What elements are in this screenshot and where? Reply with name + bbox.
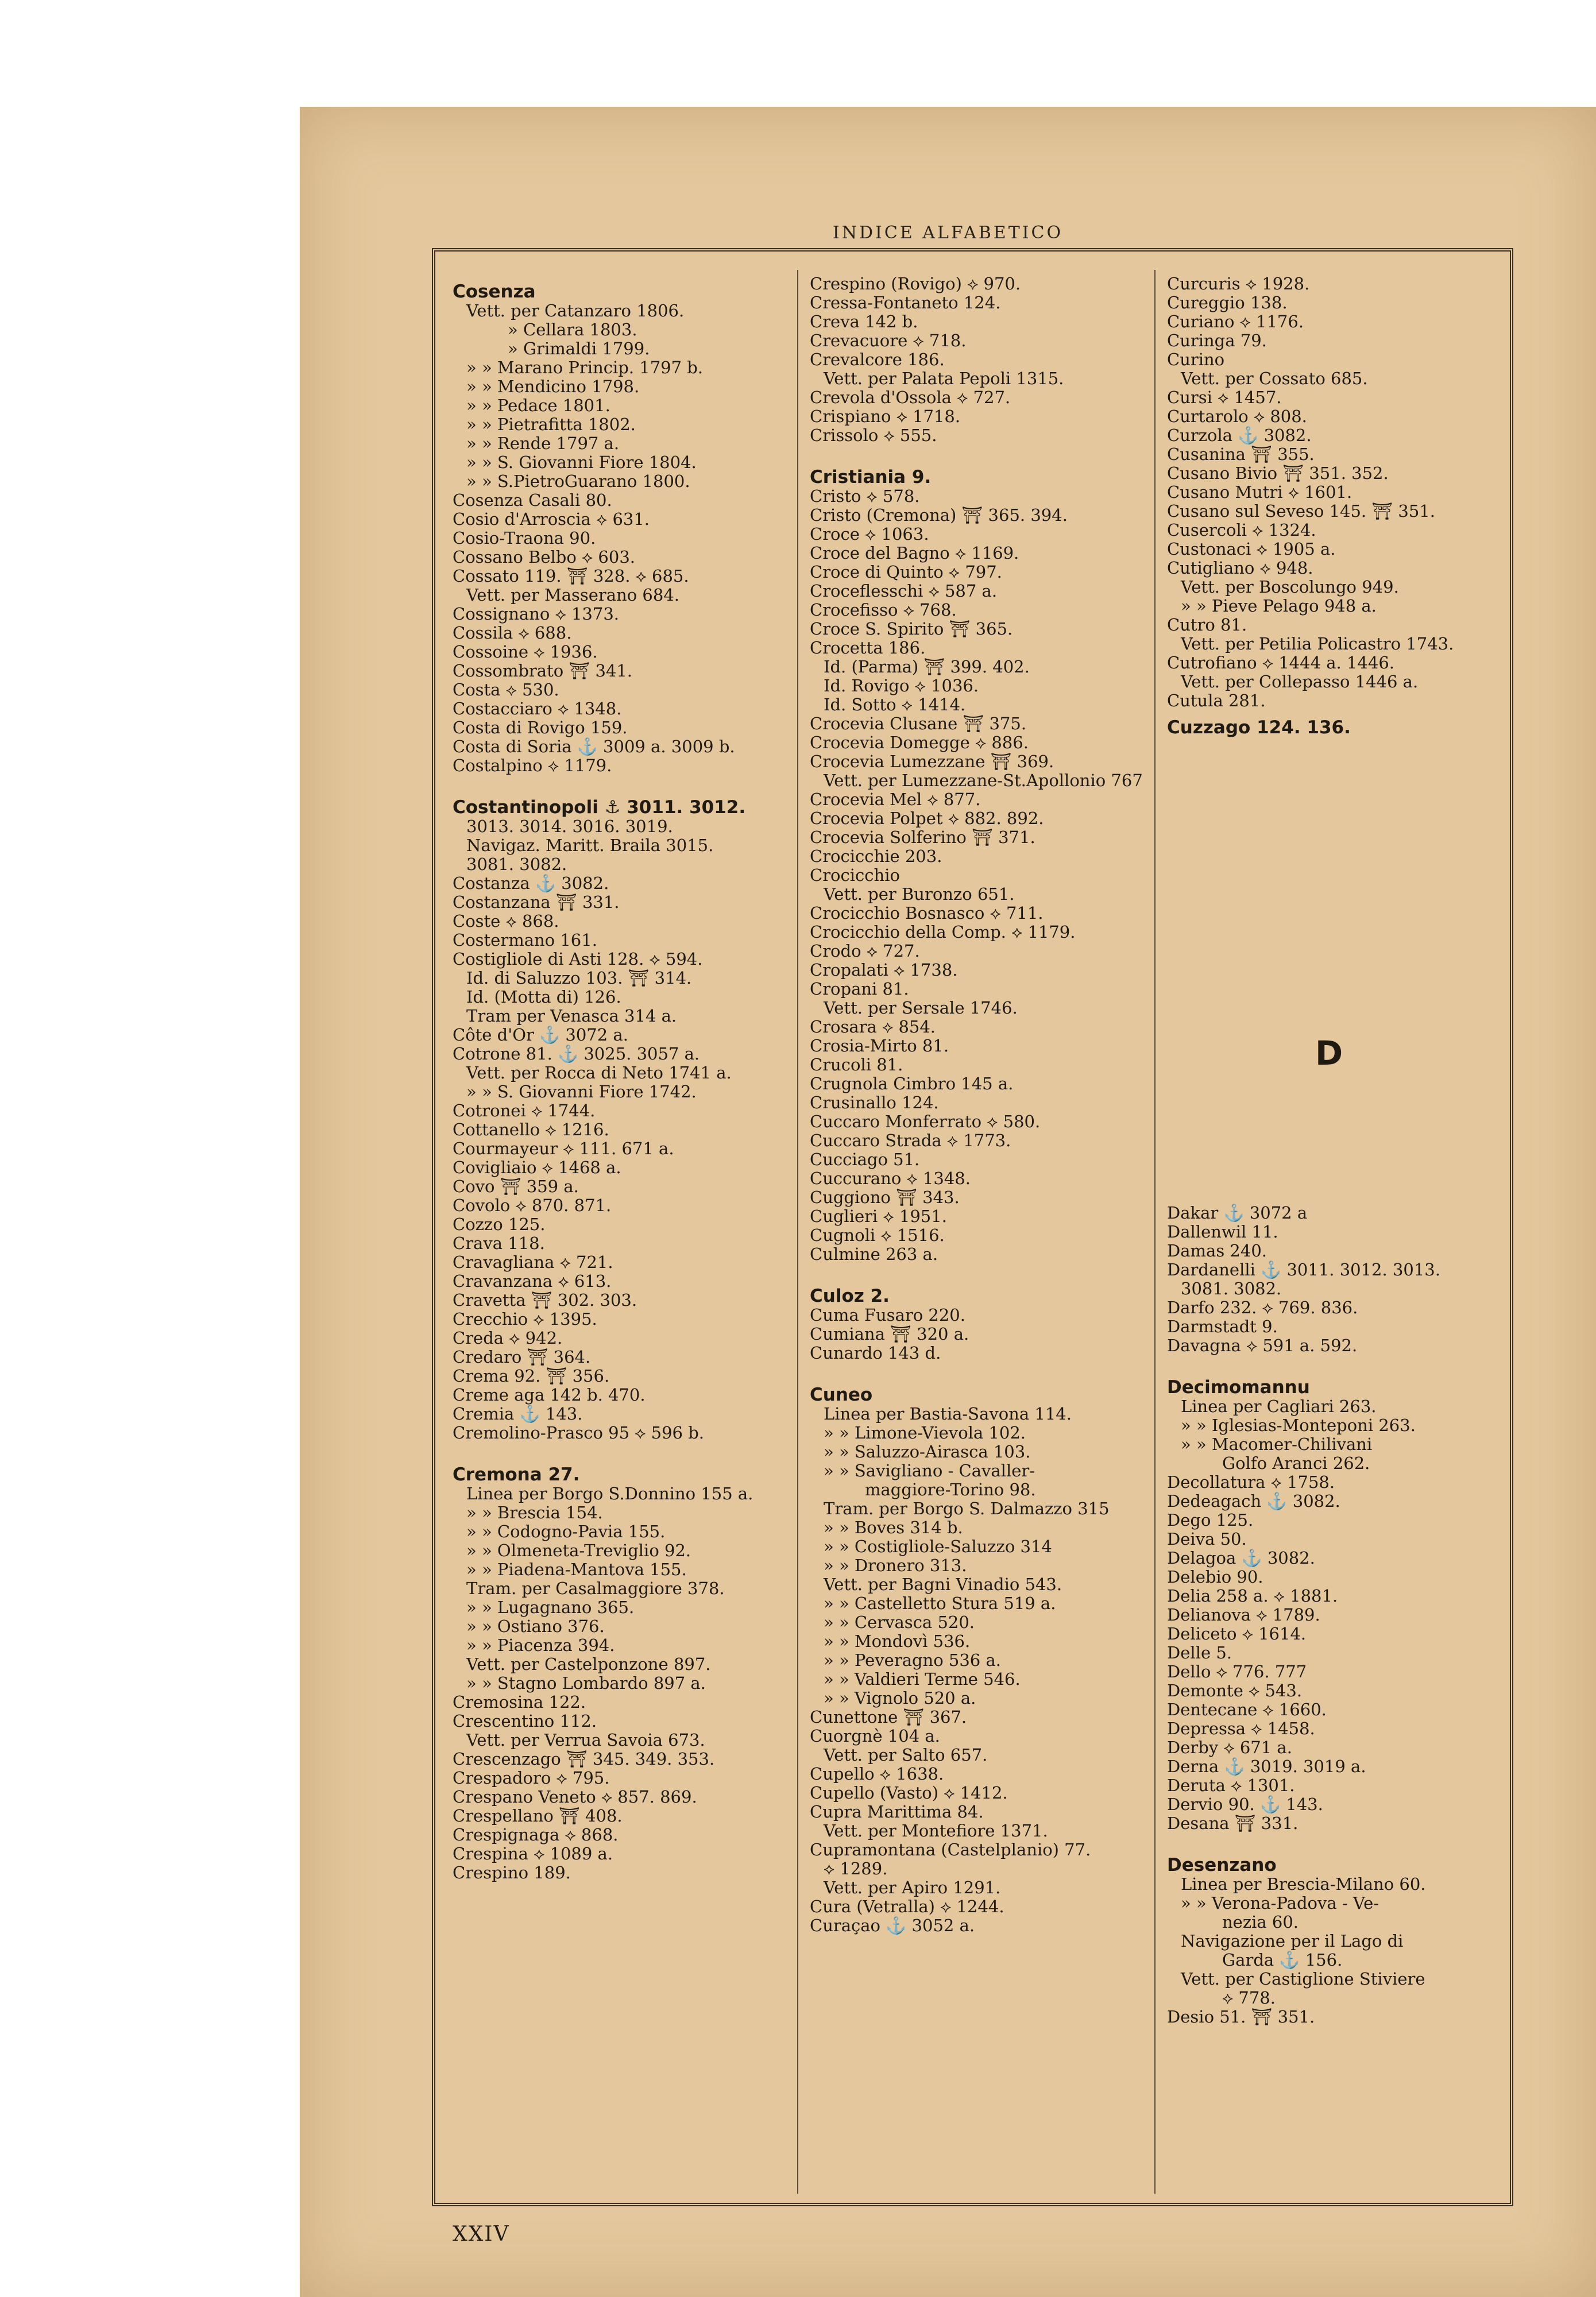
index-entry: Crespellano ⛩ 408. (453, 1806, 623, 1826)
index-entry: Darmstadt 9. (1167, 1317, 1278, 1336)
index-entry: Croceflesschi ⟡ 587 a. (810, 581, 998, 601)
index-entry: Culmine 263 a. (810, 1244, 938, 1264)
index-entry: Cupramontana (Castelplanio) 77. (810, 1840, 1091, 1859)
index-entry: » » Verona-Padova - Ve- (1181, 1893, 1379, 1913)
index-entry: Id. Rovigo ⟡ 1036. (824, 676, 979, 695)
index-entry: Crocevia Mel ⟡ 877. (810, 790, 981, 809)
index-entry: Cucciago 51. (810, 1150, 920, 1169)
index-heading: Cosenza (453, 281, 536, 302)
index-entry: Cristo (Cremona) ⛩ 365. 394. (810, 505, 1068, 525)
index-entry: » » Stagno Lombardo 897 a. (466, 1673, 706, 1693)
running-head: INDICE ALFABETICO (832, 223, 1064, 243)
index-entry: Cravetta ⛩ 302. 303. (453, 1290, 637, 1310)
index-entry: Cumiana ⛩ 320 a. (810, 1324, 969, 1344)
index-entry: Vett. per Petilia Policastro 1743. (1181, 634, 1454, 653)
index-entry: » » Olmeneta-Treviglio 92. (466, 1541, 691, 1560)
index-entry: Cottanello ⟡ 1216. (453, 1120, 609, 1139)
index-entry: Navigaz. Maritt. Braila 3015. (466, 836, 714, 855)
index-entry: » » Dronero 313. (824, 1556, 967, 1575)
index-entry: maggiore-Torino 98. (865, 1480, 1036, 1499)
index-entry: Delle 5. (1167, 1643, 1232, 1662)
index-entry: Vett. per Palata Pepoli 1315. (824, 369, 1064, 388)
index-entry: Cursi ⟡ 1457. (1167, 388, 1282, 407)
spacer (453, 775, 797, 790)
index-entry: » » Brescia 154. (466, 1503, 603, 1522)
index-entry: Dervio 90. ⚓ 143. (1167, 1795, 1323, 1814)
index-entry: Curino (1167, 350, 1225, 369)
index-entry: Vett. per Montefiore 1371. (824, 1821, 1048, 1840)
index-entry: Crescenzago ⛩ 345. 349. 353. (453, 1749, 715, 1769)
index-entry: Cotrone 81. ⚓ 3025. 3057 a. (453, 1044, 700, 1064)
index-entry: Creda ⟡ 942. (453, 1328, 563, 1348)
index-entry: Tram per Venasca 314 a. (466, 1006, 677, 1026)
index-entry: Linea per Borgo S.Donnino 155 a. (466, 1484, 753, 1503)
index-entry: Cremosina 122. (453, 1692, 586, 1712)
index-entry: Id. (Parma) ⛩ 399. 402. (824, 657, 1030, 676)
index-entry: » » Ostiano 376. (466, 1617, 605, 1636)
index-heading: Desenzano (1167, 1855, 1277, 1876)
index-entry: Curiano ⟡ 1176. (1167, 312, 1304, 331)
index-entry: Crosara ⟡ 854. (810, 1017, 936, 1037)
index-entry: Delianova ⟡ 1789. (1167, 1605, 1320, 1625)
index-heading: Costantinopoli ⚓ 3011. 3012. (453, 797, 746, 818)
index-entry: Curcuris ⟡ 1928. (1167, 274, 1310, 293)
index-entry: Cremia ⚓ 143. (453, 1404, 583, 1424)
index-entry: Covolo ⟡ 870. 871. (453, 1196, 612, 1215)
index-entry: Cossignano ⟡ 1373. (453, 604, 619, 624)
index-entry: » » Mondovì 536. (824, 1631, 971, 1651)
index-entry: Crocevia Polpet ⟡ 882. 892. (810, 809, 1044, 828)
index-entry: Id. Sotto ⟡ 1414. (824, 695, 966, 714)
index-entry: Dedeagach ⚓ 3082. (1167, 1491, 1340, 1511)
index-entry: Desio 51. ⛩ 351. (1167, 2007, 1315, 2027)
index-entry: Curinga 79. (1167, 331, 1267, 350)
index-entry: Curtarolo ⟡ 808. (1167, 407, 1307, 426)
index-entry: Cremolino-Prasco 95 ⟡ 596 b. (453, 1423, 704, 1443)
index-entry: Deiva 50. (1167, 1529, 1247, 1549)
index-entry: » » Limone-Vievola 102. (824, 1423, 1026, 1443)
index-entry: Crucoli 81. (810, 1055, 903, 1074)
index-entry: Costa di Soria ⚓ 3009 a. 3009 b. (453, 737, 735, 756)
index-entry: Crissolo ⟡ 555. (810, 426, 937, 445)
index-entry: Cusano Bivio ⛩ 351. 352. (1167, 463, 1389, 483)
index-entry: Cravagliana ⟡ 721. (453, 1252, 613, 1272)
index-entry: Cotronei ⟡ 1744. (453, 1101, 596, 1120)
index-entry: Cuglieri ⟡ 1951. (810, 1206, 947, 1226)
index-entry: » » Piadena-Mantova 155. (466, 1560, 687, 1579)
index-entry: Cupello (Vasto) ⟡ 1412. (810, 1783, 1008, 1803)
index-entry: Crosia-Mirto 81. (810, 1036, 949, 1055)
index-entry: Crevola d'Ossola ⟡ 727. (810, 388, 1011, 407)
index-entry: Vett. per Verrua Savoia 673. (466, 1730, 705, 1750)
index-entry: Cutigliano ⟡ 948. (1167, 558, 1313, 578)
index-entry: Coste ⟡ 868. (453, 911, 559, 931)
index-entry: Covo ⛩ 359 a. (453, 1177, 579, 1196)
index-heading: Decimomannu (1167, 1377, 1310, 1398)
index-entry: Crescentino 112. (453, 1711, 597, 1731)
index-entry: Depressa ⟡ 1458. (1167, 1719, 1315, 1738)
index-entry: » » Valdieri Terme 546. (824, 1669, 1021, 1689)
index-entry: » » Boves 314 b. (824, 1518, 963, 1537)
index-entry: Cugnoli ⟡ 1516. (810, 1225, 945, 1245)
index-entry: » » S. Giovanni Fiore 1804. (466, 453, 697, 472)
index-entry: Crocicchie 203. (810, 846, 942, 866)
index-entry: Navigazione per il Lago di (1181, 1931, 1404, 1951)
index-entry: Crusinallo 124. (810, 1093, 939, 1112)
index-entry: Cosio-Traona 90. (453, 528, 596, 548)
index-entry: Derna ⚓ 3019. 3019 a. (1167, 1757, 1366, 1776)
index-entry: Vett. per Boscolungo 949. (1181, 577, 1399, 597)
index-column-2 (810, 274, 1154, 1935)
spacer (1167, 1355, 1512, 1370)
index-entry: Cossato 119. ⛩ 328. ⟡ 685. (453, 566, 689, 586)
index-entry: Dardanelli ⚓ 3011. 3012. 3013. (1167, 1260, 1440, 1279)
index-entry: Cura (Vetralla) ⟡ 1244. (810, 1897, 1004, 1916)
index-entry: Crema 92. ⛩ 356. (453, 1366, 610, 1386)
index-entry: Costermano 161. (453, 930, 597, 950)
index-entry: » » Codogno-Pavia 155. (466, 1522, 666, 1541)
index-entry: Crocicchio Bosnasco ⟡ 711. (810, 903, 1044, 923)
index-entry: ⟡ 778. (1222, 1988, 1276, 2008)
index-entry: Deliceto ⟡ 1614. (1167, 1624, 1307, 1644)
index-entry: Cuorgnè 104 a. (810, 1726, 940, 1746)
index-entry: » » Pieve Pelago 948 a. (1181, 596, 1377, 616)
index-entry: Cossoine ⟡ 1936. (453, 642, 598, 662)
index-entry: Crispiano ⟡ 1718. (810, 407, 961, 426)
index-entry: Desana ⛩ 331. (1167, 1813, 1299, 1833)
index-entry: nezia 60. (1222, 1912, 1299, 1932)
index-entry: » » Piacenza 394. (466, 1635, 615, 1655)
index-entry: Covigliaio ⟡ 1468 a. (453, 1158, 621, 1177)
index-column-3-bottom (1167, 1204, 1512, 2027)
index-entry: Crespignaga ⟡ 868. (453, 1825, 619, 1844)
index-entry: Crocevia Clusane ⛩ 375. (810, 714, 1027, 733)
index-entry: Id. (Motta di) 126. (466, 987, 621, 1007)
index-entry: » » Pedace 1801. (466, 396, 610, 415)
index-entry: » » Mendicino 1798. (466, 377, 640, 396)
column-divider (1154, 270, 1156, 2194)
index-entry: 3013. 3014. 3016. 3019. (466, 817, 673, 836)
index-entry: Cunardo 143 d. (810, 1343, 941, 1363)
index-entry: Crespano Veneto ⟡ 857. 869. (453, 1787, 697, 1807)
index-entry: Crocetta 186. (810, 638, 926, 658)
spacer (453, 1443, 797, 1457)
index-entry: Dello ⟡ 776. 777 (1167, 1662, 1307, 1681)
index-entry: Cropalati ⟡ 1738. (810, 960, 958, 980)
spacer (810, 1264, 1154, 1279)
index-entry: Costigliole di Asti 128. ⟡ 594. (453, 949, 703, 969)
index-entry: Garda ⚓ 156. (1222, 1950, 1343, 1970)
page-number: XXIV (453, 2222, 510, 2246)
index-entry: Côte d'Or ⚓ 3072 a. (453, 1025, 628, 1045)
index-entry: Crocevia Lumezzane ⛩ 369. (810, 752, 1054, 771)
index-entry: Linea per Bastia-Savona 114. (824, 1404, 1072, 1424)
index-entry: Linea per Brescia-Milano 60. (1181, 1874, 1426, 1894)
index-entry: Tram. per Borgo S. Dalmazzo 315 (824, 1499, 1110, 1518)
index-entry: Davagna ⟡ 591 a. 592. (1167, 1336, 1358, 1355)
index-entry: Delagoa ⚓ 3082. (1167, 1548, 1315, 1568)
index-entry: » » Lugagnano 365. (466, 1598, 635, 1617)
index-entry: Crespadoro ⟡ 795. (453, 1768, 610, 1788)
index-entry: Darfo 232. ⟡ 769. 836. (1167, 1298, 1358, 1317)
index-entry: Cossila ⟡ 688. (453, 623, 572, 643)
index-entry: » » Savigliano - Cavaller- (824, 1461, 1035, 1480)
index-entry: Cupello ⟡ 1638. (810, 1764, 944, 1784)
index-entry: Demonte ⟡ 543. (1167, 1681, 1303, 1700)
index-entry: Vett. per Collepasso 1446 a. (1181, 672, 1419, 691)
index-entry: Cressa-Fontaneto 124. (810, 293, 1001, 312)
index-entry: Golfo Aranci 262. (1222, 1453, 1370, 1473)
index-column-3-top (1167, 274, 1512, 737)
index-entry: Dallenwil 11. (1167, 1222, 1278, 1242)
index-entry: Cravanzana ⟡ 613. (453, 1271, 612, 1291)
index-entry: Cutro 81. (1167, 615, 1247, 635)
index-entry: » » Rende 1797 a. (466, 434, 620, 453)
index-entry: Derby ⟡ 671 a. (1167, 1738, 1292, 1757)
index-entry: Dakar ⚓ 3072 a (1167, 1203, 1308, 1223)
index-entry: Vett. per Salto 657. (824, 1745, 988, 1765)
index-entry: Cupra Marittima 84. (810, 1802, 984, 1822)
index-entry: Delebio 90. (1167, 1567, 1263, 1587)
index-entry: Vett. per Rocca di Neto 1741 a. (466, 1063, 732, 1082)
index-entry: Crocevia Domegge ⟡ 886. (810, 733, 1029, 752)
index-entry: Custonaci ⟡ 1905 a. (1167, 539, 1336, 559)
index-entry: » » Vignolo 520 a. (824, 1688, 976, 1708)
index-entry: Vett. per Castiglione Stiviere (1181, 1969, 1425, 1989)
index-entry: Costa ⟡ 530. (453, 680, 559, 699)
index-entry: Croce S. Spirito ⛩ 365. (810, 619, 1013, 639)
index-heading: Cristiania 9. (810, 467, 932, 488)
index-entry: Vett. per Sersale 1746. (824, 998, 1018, 1018)
index-entry: » Cellara 1803. (508, 320, 637, 339)
index-heading: Cremona 27. (453, 1464, 580, 1485)
index-entry: Crespino (Rovigo) ⟡ 970. (810, 274, 1021, 293)
index-entry: ⟡ 1289. (824, 1859, 888, 1878)
index-entry: Cosenza Casali 80. (453, 490, 612, 510)
index-entry: Credaro ⛩ 364. (453, 1347, 591, 1367)
index-heading: Culoz 2. (810, 1286, 890, 1306)
index-entry: » » Macomer-Chilivani (1181, 1434, 1373, 1454)
index-entry: Cozzo 125. (453, 1215, 546, 1234)
index-entry: Cusercoli ⟡ 1324. (1167, 520, 1316, 540)
index-entry: Croce di Quinto ⟡ 797. (810, 562, 1002, 582)
index-entry: Creva 142 b. (810, 312, 918, 331)
index-entry: Cureggio 138. (1167, 293, 1288, 312)
index-entry: » » Marano Princip. 1797 b. (466, 358, 704, 377)
index-entry: Cuma Fusaro 220. (810, 1305, 965, 1325)
index-entry: Cuggiono ⛩ 343. (810, 1188, 960, 1207)
index-entry: Id. di Saluzzo 103. ⛩ 314. (466, 968, 692, 988)
index-entry: » » Iglesias-Monteponi 263. (1181, 1416, 1416, 1435)
index-entry: Dentecane ⟡ 1660. (1167, 1700, 1327, 1719)
index-entry: Cossano Belbo ⟡ 603. (453, 547, 636, 567)
index-entry: Crocefisso ⟡ 768. (810, 600, 957, 620)
index-entry: 3081. 3082. (1181, 1279, 1282, 1298)
index-entry: Curaçao ⚓ 3052 a. (810, 1916, 975, 1935)
index-entry: Cuccaro Strada ⟡ 1773. (810, 1131, 1011, 1150)
index-entry: Costanzana ⛩ 331. (453, 892, 620, 912)
index-entry: Tram. per Casalmaggiore 378. (466, 1579, 725, 1598)
index-entry: Costalpino ⟡ 1179. (453, 756, 612, 775)
index-entry: Cutrofiano ⟡ 1444 a. 1446. (1167, 653, 1394, 672)
index-entry: Crava 118. (453, 1233, 545, 1253)
index-entry: Dego 125. (1167, 1510, 1254, 1530)
index-entry: Crocevia Solferino ⛩ 371. (810, 827, 1035, 847)
index-heading: Cuneo (810, 1385, 873, 1405)
index-entry: Decollatura ⟡ 1758. (1167, 1472, 1335, 1492)
index-entry: Vett. per Apiro 1291. (824, 1878, 1001, 1897)
index-entry: Cropani 81. (810, 979, 909, 999)
index-heading: Cuzzago 124. 136. (1167, 717, 1351, 738)
index-entry: Vett. per Lumezzane-St.Apollonio 767 (824, 771, 1143, 790)
index-entry: Cristo ⟡ 578. (810, 486, 920, 506)
index-entry: » » S.PietroGuarano 1800. (466, 471, 690, 491)
index-entry: » » Castelletto Stura 519 a. (824, 1594, 1056, 1613)
index-entry: Vett. per Masserano 684. (466, 585, 679, 605)
index-entry: » » Pietrafitta 1802. (466, 415, 636, 434)
index-entry: Cossombrato ⛩ 341. (453, 661, 633, 680)
index-entry: Vett. per Buronzo 651. (824, 884, 1015, 904)
index-entry: Crevalcore 186. (810, 350, 945, 369)
index-entry: » » Costigliole-Saluzzo 314 (824, 1537, 1052, 1556)
index-entry: Cutula 281. (1167, 691, 1266, 710)
index-entry: Damas 240. (1167, 1241, 1267, 1260)
index-entry: Crespino 189. (453, 1863, 571, 1882)
section-letter: D (1315, 1034, 1343, 1073)
index-entry: Cuccaro Monferrato ⟡ 580. (810, 1112, 1041, 1131)
index-entry: Creme aga 142 b. 470. (453, 1385, 646, 1405)
index-entry: Crocicchio (810, 865, 900, 885)
index-entry: Croce del Bagno ⟡ 1169. (810, 543, 1019, 563)
index-column-1 (453, 274, 797, 1882)
index-entry: » Grimaldi 1799. (508, 339, 650, 358)
index-entry: Crevacuore ⟡ 718. (810, 331, 967, 350)
index-entry: Vett. per Bagni Vinadio 543. (824, 1575, 1062, 1594)
index-entry: Vett. per Castelponzone 897. (466, 1654, 711, 1674)
index-entry: Delia 258 a. ⟡ 1881. (1167, 1586, 1338, 1606)
index-entry: Cunettone ⛩ 367. (810, 1707, 967, 1727)
index-entry: Linea per Cagliari 263. (1181, 1397, 1377, 1416)
index-entry: Cuccurano ⟡ 1348. (810, 1169, 971, 1188)
index-entry: Vett. per Cossato 685. (1181, 369, 1368, 388)
index-entry: Cusanina ⛩ 355. (1167, 444, 1315, 464)
spacer (810, 1363, 1154, 1378)
index-entry: Courmayeur ⟡ 111. 671 a. (453, 1139, 674, 1158)
spacer (1167, 1833, 1512, 1848)
index-entry: Curzola ⚓ 3082. (1167, 426, 1312, 445)
index-entry: Deruta ⟡ 1301. (1167, 1776, 1295, 1795)
index-entry: » » Cervasca 520. (824, 1612, 975, 1632)
index-entry: » » Saluzzo-Airasca 103. (824, 1442, 1031, 1461)
index-entry: » » Peveragno 536 a. (824, 1650, 1001, 1670)
index-entry: » » S. Giovanni Fiore 1742. (466, 1082, 697, 1101)
index-entry: Cusano sul Seveso 145. ⛩ 351. (1167, 501, 1435, 521)
index-entry: Crecchio ⟡ 1395. (453, 1309, 597, 1329)
index-entry: Vett. per Catanzaro 1806. (466, 301, 685, 320)
column-divider (797, 270, 798, 2194)
index-entry: Crugnola Cimbro 145 a. (810, 1074, 1014, 1093)
index-entry: Crespina ⟡ 1089 a. (453, 1844, 613, 1863)
index-entry: Costanza ⚓ 3082. (453, 873, 609, 893)
index-entry: Crodo ⟡ 727. (810, 941, 920, 961)
index-entry: 3081. 3082. (466, 854, 567, 874)
index-entry: Costa di Rovigo 159. (453, 718, 628, 737)
index-entry: Crocicchio della Comp. ⟡ 1179. (810, 922, 1076, 942)
index-entry: Cusano Mutri ⟡ 1601. (1167, 482, 1352, 502)
index-entry: Cosio d'Arroscia ⟡ 631. (453, 509, 650, 529)
spacer (810, 445, 1154, 460)
index-entry: Costacciaro ⟡ 1348. (453, 699, 622, 718)
index-entry: Croce ⟡ 1063. (810, 524, 929, 544)
